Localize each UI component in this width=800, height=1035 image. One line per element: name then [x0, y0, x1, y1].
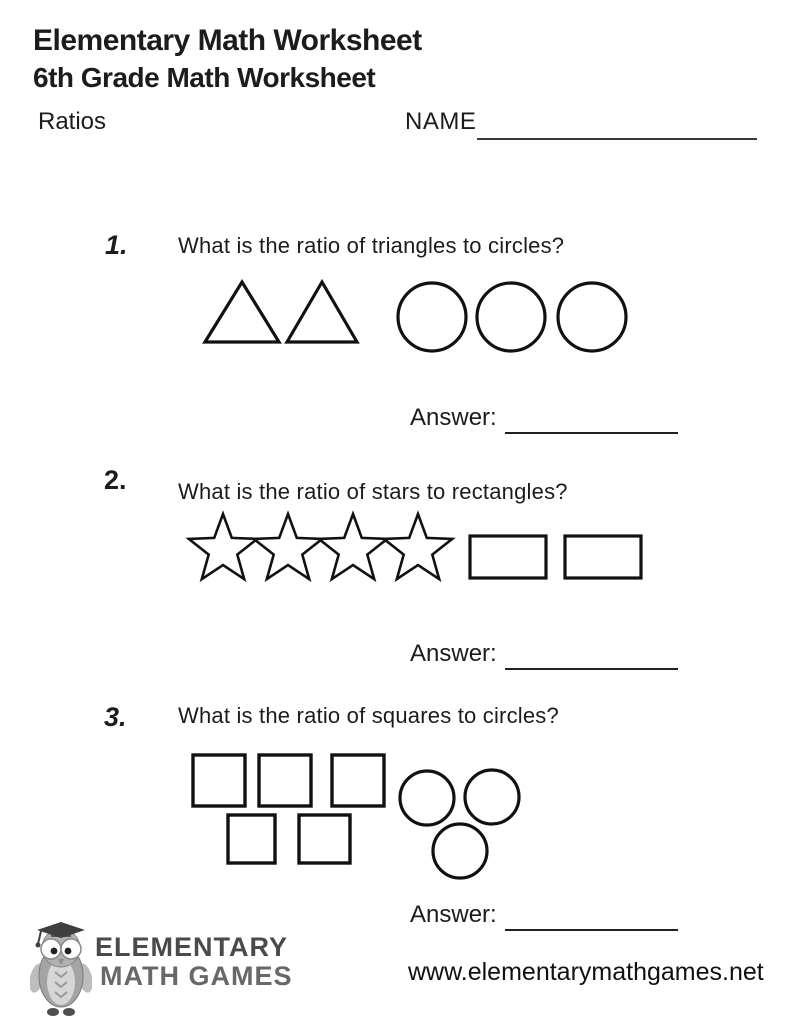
square-icon: [228, 815, 275, 863]
name-blank-field[interactable]: [477, 100, 757, 140]
question-2-answer-blank[interactable]: [505, 638, 678, 670]
name-label: NAME: [405, 108, 477, 135]
question-3-number: 3.: [104, 702, 127, 732]
question-3-answer-label: Answer:: [410, 901, 497, 928]
square-icon: [299, 815, 350, 863]
question-1-shapes: [195, 274, 635, 354]
circle-icon: [433, 824, 487, 878]
circle-icon: [558, 283, 626, 351]
question-2-number: 2.: [104, 465, 127, 495]
rectangle-icon: [470, 536, 546, 578]
square-icon: [332, 755, 384, 806]
rectangle-icon: [565, 536, 641, 578]
question-2-shapes: [186, 510, 644, 588]
topic-label: Ratios: [38, 108, 107, 135]
page-subtitle: 6th Grade Math Worksheet: [33, 62, 376, 93]
question-2-answer-label: Answer:: [410, 640, 497, 667]
circle-icon: [400, 771, 454, 825]
question-3-text: What is the ratio of squares to circles?: [178, 703, 559, 728]
star-icon: [254, 514, 322, 579]
owl-mascot-icon: [30, 918, 92, 1018]
circle-icon: [398, 283, 466, 351]
question-1-number: 1.: [105, 230, 128, 260]
page-title: Elementary Math Worksheet: [33, 24, 422, 57]
question-1-answer-label: Answer:: [410, 404, 497, 431]
logo-text-line1: ELEMENTARY: [95, 932, 289, 962]
square-icon: [259, 755, 311, 806]
logo-text-line2: MATH GAMES: [100, 961, 293, 991]
triangle-icon: [205, 282, 279, 342]
question-1-text: What is the ratio of triangles to circles?: [178, 233, 565, 258]
question-3-shapes: [188, 750, 538, 883]
question-3-answer-blank[interactable]: [505, 899, 678, 931]
square-icon: [193, 755, 245, 806]
question-1-answer-blank[interactable]: [505, 402, 678, 434]
circle-icon: [477, 283, 545, 351]
triangle-icon: [287, 282, 357, 342]
star-icon: [319, 514, 387, 579]
star-icon: [384, 514, 452, 579]
question-2-text: What is the ratio of stars to rectangles?: [178, 479, 568, 504]
star-icon: [189, 514, 257, 579]
website-url: www.elementarymathgames.net: [408, 958, 764, 986]
circle-icon: [465, 770, 519, 824]
